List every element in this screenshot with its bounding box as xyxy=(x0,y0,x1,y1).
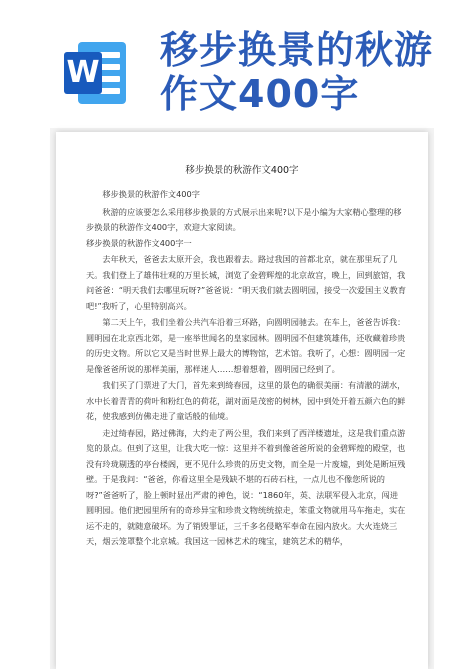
document-title: 移步换景的秋游作文400字 xyxy=(185,165,299,176)
paragraph: 去年秋天，爸爸去太原开会，我也跟着去。路过我国的首都北京，就在那里玩了几天。我们登上了雄伟壮观的万里长城，浏览了金碧辉煌的北京故宫，晚上，回到旅馆，我问爸爸：“明天我们去哪里玩呀?”爸爸说：“明天我们就去圆明园，接受一次爱国主义教育吧!”我听了，心里特别高兴。 xyxy=(86,254,407,311)
document-body xyxy=(86,187,406,550)
word-document-icon xyxy=(64,42,126,104)
paragraph: 移步换景的秋游作文400字 xyxy=(102,189,200,199)
paragraph: 走过绮春园，路过佛海，大约走了两公里，我们来到了西洋楼遗址，这是我们重点游览的景点。但到了这里，让我大吃一惊：这里并不着到像爸爸所说的金碧辉煌的殿堂，也没有玲珑剔透的亭台楼阁，更不见什么珍贵的历史文物，而全是一片废墟，到处是断垣残壁。于是我问：“爸爸，你看这里全是残缺不堪的石砖石柱，一点儿也不像您所说的呀?”爸爸听了，脸上顿时显出严肃的神色，说：“1860年，英、法联军侵入北京，闯进圆明园。他们把园里所有的奇珍异宝和珍贵文物统统掠走，笨重文物就用马车拖走，实在运不走的，就随意破坏。为了销毁罪证，三千多名侵略军奉命在园内放火。大火连烧三天，烟云笼罩整个北京城。我国这一园林艺术的瑰宝，建筑艺术的精华， xyxy=(86,427,406,546)
section-heading: 移步换景的秋游作文400字一 xyxy=(86,237,192,248)
paragraph: 第二天上午，我们坐着公共汽车沿着三环路，向圆明园驰去。在车上，爸爸告诉我：圆明园在北京西北郊，是一座举世闻名的皇家园林。圆明园不但建筑雄伟，还收藏着珍贵的历史文物。所以它又是当时世界上最大的博物馆，艺术馆。我听了，心想：圆明园一定是像爸爸所说的那样美丽，那样迷人……想着想着，圆明园已经到了。 xyxy=(86,317,406,374)
banner xyxy=(0,0,474,118)
banner-title: 移步换景的秋游作文400字 xyxy=(160,28,434,116)
paragraph: 我们买了门票进了大门，首先来到绮春园，这里的景色的确很美丽：有清澈的湖水，水中长着青青的荷叶和粉红色的荷花，湖对面是茂密的树林，园中到处开着五颜六色的鲜花，使我感到仿佛走进了童话般的仙境。 xyxy=(86,380,406,421)
document-page xyxy=(56,132,428,669)
paragraph: 秋游的应该要怎么采用移步换景的方式展示出来呢?以下是小编为大家精心整理的移步换景的秋游作文400字，欢迎大家阅读。 xyxy=(86,206,402,232)
word-icon-letter: W xyxy=(64,52,102,94)
